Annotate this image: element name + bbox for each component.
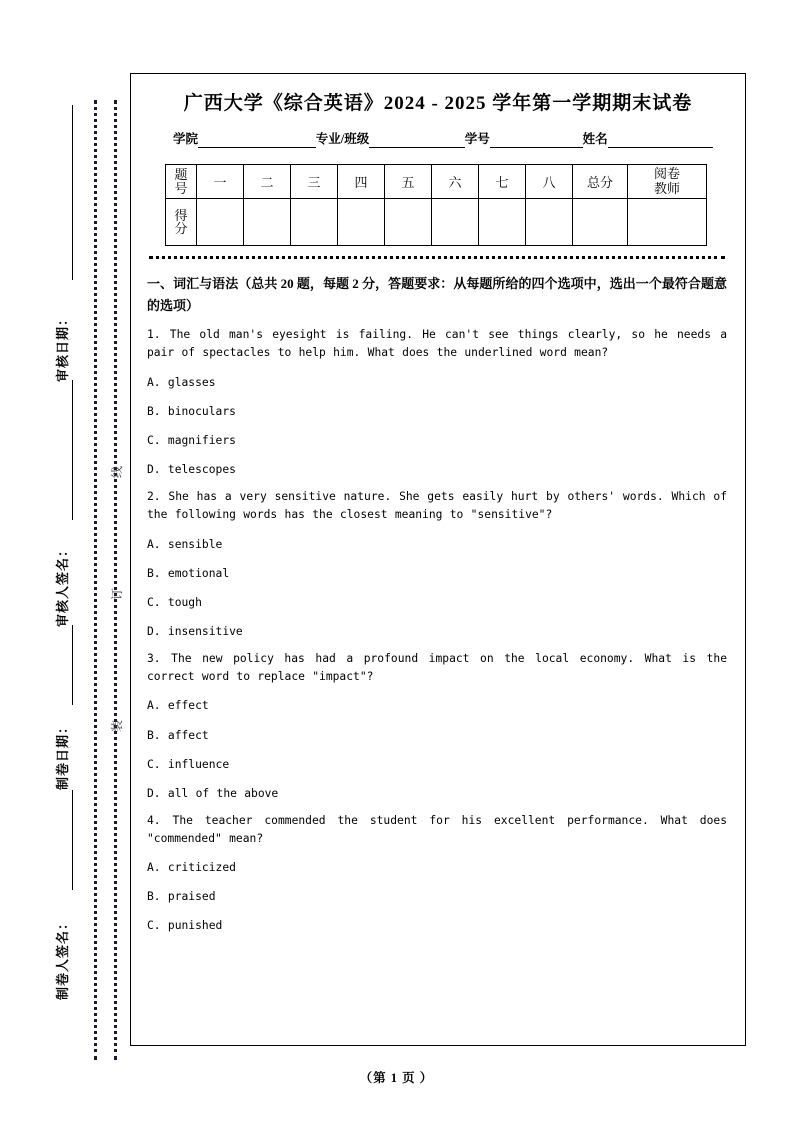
margin-label-paper-signature: 制卷人签名：: [55, 915, 70, 1000]
identity-label-college: 学院: [173, 132, 199, 146]
score-table-row-label-score: [166, 199, 197, 246]
score-table-wrapper: [165, 164, 707, 246]
question-option[interactable]: C. punished: [147, 919, 223, 933]
score-table-col-6: 六: [432, 165, 479, 199]
score-table-col-2: 二: [244, 165, 291, 199]
score-table-col-total: 总分: [573, 165, 628, 199]
row-label-char-2: 号: [174, 180, 188, 196]
score-table-col-8: 八: [526, 165, 573, 199]
question-item: [147, 488, 727, 641]
identity-blank-college[interactable]: [198, 133, 316, 148]
question-option[interactable]: A. effect: [147, 699, 209, 713]
identity-blank-name[interactable]: [608, 133, 713, 148]
score-cell-1[interactable]: [197, 199, 244, 246]
question-option[interactable]: B. binoculars: [147, 404, 236, 418]
section-heading: 一、词汇与语法（总共 20 题，每题 2 分，答题要求：从每题所给的四个选项中，选出一个最符合题意的选项）: [147, 276, 727, 313]
grader-label-line-1: 阅卷: [653, 165, 680, 181]
exam-title: 广西大学《综合英语》2024 - 2025 学年第一学期期末试卷: [183, 93, 693, 114]
margin-dotted-line-inner: [114, 100, 117, 1060]
question-stem: 1. The old man's eyesight is failing. He can't see things clearly, so he needs a pair of spectacles to help him. What does the underlined word mean?: [147, 328, 727, 360]
question-item: [147, 326, 727, 479]
score-cell-total[interactable]: [573, 199, 628, 246]
binding-mark-staple: 订: [110, 587, 124, 600]
score-table-col-1: 一: [197, 165, 244, 199]
margin-label-reviewer-signature: 审核人签名：: [55, 542, 70, 627]
binding-margin-strip: [0, 0, 130, 1122]
questions-list: [147, 326, 727, 935]
question-option[interactable]: A. sensible: [147, 537, 223, 551]
identity-field-major-class: [316, 129, 465, 148]
score-table-col-5: 五: [385, 165, 432, 199]
score-table: [165, 164, 707, 246]
score-table-row-label-number: [166, 165, 197, 199]
identity-fields-row: [173, 129, 713, 148]
score-table-col-grader: [628, 165, 707, 199]
margin-rule-2: [72, 380, 73, 520]
score-cell-4[interactable]: [338, 199, 385, 246]
binding-mark-line: 线: [110, 465, 124, 478]
question-option[interactable]: D. all of the above: [147, 786, 279, 800]
score-cell-5[interactable]: [385, 199, 432, 246]
margin-label-paper-date: 制卷日期：: [55, 719, 70, 790]
score-label-char-1: 得: [174, 207, 188, 223]
section-divider: [149, 256, 725, 259]
identity-label-major-class: 专业/班级: [315, 132, 370, 146]
score-table-col-7: 七: [479, 165, 526, 199]
score-cell-2[interactable]: [244, 199, 291, 246]
score-cell-6[interactable]: [432, 199, 479, 246]
identity-field-student-id: [465, 129, 583, 148]
question-stem: 3. The new policy has had a profound impact on the local economy. What is the correct word to replace "impact"?: [147, 651, 727, 684]
score-cell-7[interactable]: [479, 199, 526, 246]
question-option[interactable]: C. influence: [147, 757, 230, 771]
question-item: [147, 812, 727, 936]
margin-label-review-date: 审核日期：: [55, 311, 70, 382]
identity-blank-major-class[interactable]: [369, 133, 464, 148]
question-option[interactable]: C. magnifiers: [147, 433, 236, 447]
score-table-col-3: 三: [291, 165, 338, 199]
identity-label-student-id: 学号: [464, 132, 490, 146]
identity-blank-student-id[interactable]: [490, 133, 583, 148]
grader-label-line-2: 教师: [653, 180, 680, 196]
question-option[interactable]: B. affect: [147, 728, 209, 742]
question-item: [147, 650, 727, 803]
identity-label-name: 姓名: [582, 132, 608, 146]
question-option[interactable]: D. insensitive: [147, 624, 243, 638]
row-label-char-1: 题: [174, 167, 188, 182]
score-cell-grader[interactable]: [628, 199, 707, 246]
margin-rule-3: [72, 625, 73, 705]
question-option[interactable]: C. tough: [147, 595, 202, 609]
identity-field-college: [173, 129, 316, 148]
question-option[interactable]: A. glasses: [147, 375, 216, 389]
question-option[interactable]: A. criticized: [147, 861, 236, 875]
question-option[interactable]: B. emotional: [147, 566, 230, 580]
binding-mark-bind: 装: [110, 719, 124, 732]
score-cell-8[interactable]: [526, 199, 573, 246]
question-stem: 4. The teacher commended the student for his excellent performance. What does "commended" mean?: [147, 813, 727, 845]
margin-dotted-line-outer: [94, 100, 97, 1060]
question-option[interactable]: B. praised: [147, 890, 216, 904]
identity-field-name: [583, 129, 713, 148]
score-table-header-row: [166, 165, 707, 199]
score-table-col-4: 四: [338, 165, 385, 199]
question-option[interactable]: D. telescopes: [147, 462, 236, 476]
score-cell-3[interactable]: [291, 199, 338, 246]
question-stem: 2. She has a very sensitive nature. She gets easily hurt by others' words. Which of the following words has the closest meaning to "sensitive"?: [147, 490, 727, 522]
margin-rule-1: [72, 105, 73, 280]
score-label-char-2: 分: [174, 221, 188, 237]
score-table-score-row: [166, 199, 707, 246]
margin-rule-4: [72, 790, 73, 890]
page-number-footer: （第 1 页 ）: [359, 1071, 434, 1085]
exam-page-frame: [130, 73, 746, 1046]
